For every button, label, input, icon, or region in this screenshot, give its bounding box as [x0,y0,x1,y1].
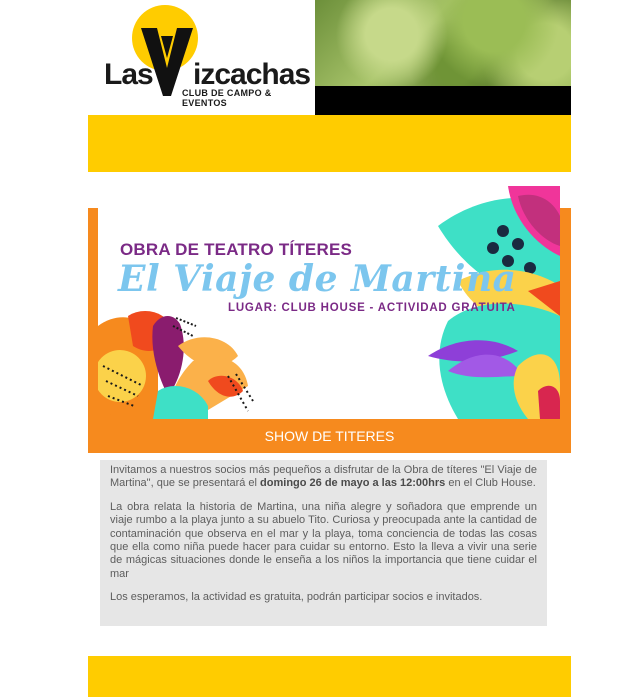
event-description [100,460,547,626]
event-banner-area [88,186,571,453]
email-header [88,0,571,115]
paragraph-intro [110,464,537,491]
footer-yellow-band [88,656,571,697]
banner-title: El Viaje de Martina [118,258,517,300]
event-datetime: domingo 26 de mayo a las 12:00hrs [260,477,446,490]
banner-kicker: OBRA DE TEATRO TÍTERES [120,240,353,259]
intro-text-a: Invitamos a nuestros socios más pequeños a disfrutar de la Obra de títeres "El Viaje de Martina", que se presentará el [110,464,537,490]
banner-place: LUGAR: CLUB HOUSE - ACTIVIDAD GRATUITA [228,302,516,314]
section-label-bar: SHOW DE TITERES [88,419,571,453]
club-logo[interactable] [88,0,315,115]
logo-text-prefix: Las [104,58,153,91]
logo-tagline: CLUB DE CAMPO & EVENTOS [182,88,272,108]
event-banner-image[interactable] [98,186,560,419]
banner-border-right [560,208,571,453]
intro-text-c: en el Club House. [445,477,536,490]
paragraph-closing: Los esperamos, la actividad es gratuita, podrán participar socios e invitados. [110,591,483,604]
paragraph-story: La obra relata la historia de Martina, una niña alegre y soñadora que emprende un viaje rumbo a la playa junto a su abuelo Tito. Curiosa y preocupada ante la cantidad de contaminación que observa en el mar y la playa, toma conciencia de todas las cosas que ella como niña puede hacer para cuidar su entorno. Esto la lleva a vivir una serie de mágicas situaciones donde le enseña a los niños la importancia que tiene cuidar el mar [110,500,537,580]
top-yellow-band [88,115,571,172]
header-trees-image [315,0,571,86]
logo-text-suffix: izcachas [193,58,311,91]
banner-border-left [88,208,98,453]
email-container [88,0,571,697]
header-black-strip [315,86,571,115]
